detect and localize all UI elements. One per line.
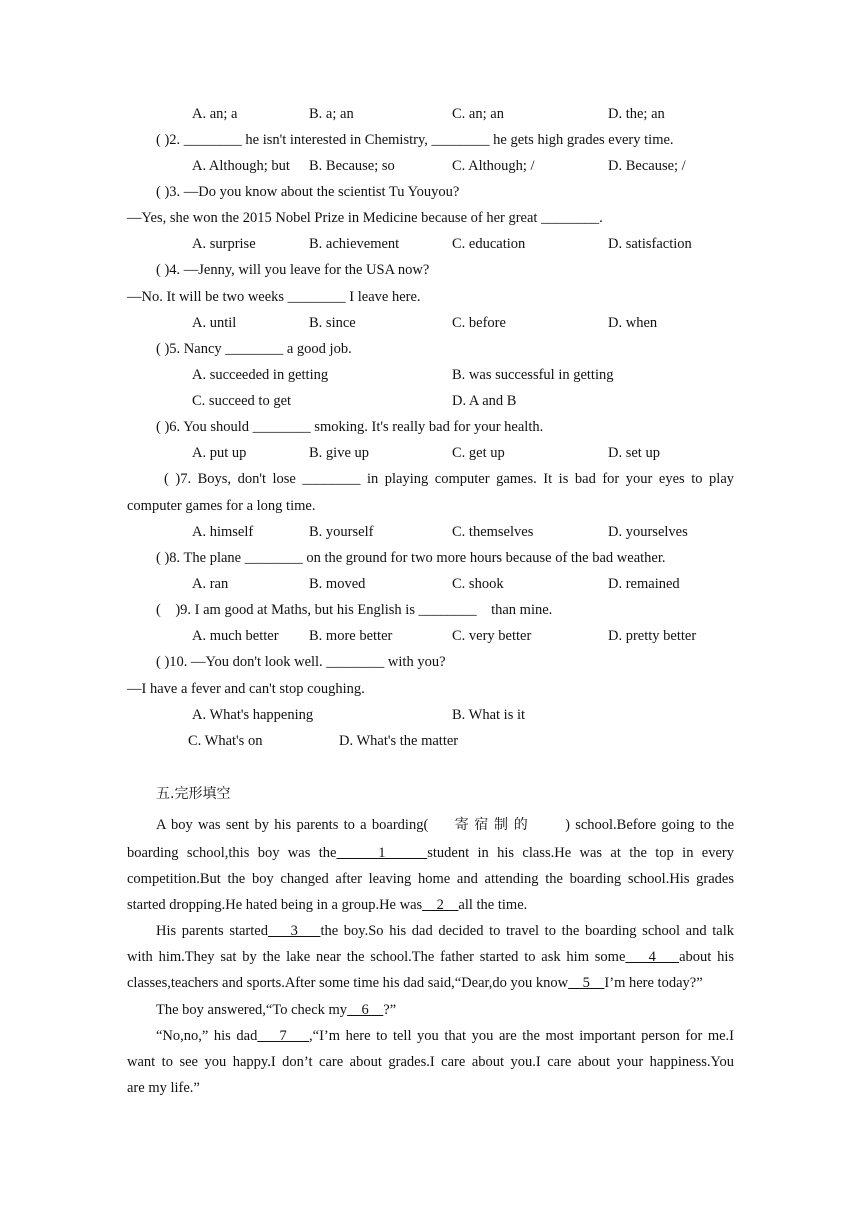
question-9: ( )9. I am good at Maths, but his English is ________ than mine. [156,602,553,618]
question-8: ( )8. The plane ________ on the ground for two more hours because of the bad weather. [156,550,666,566]
blank-2[interactable]: 2 [422,897,459,913]
q10-option-d: D. What's the matter [339,733,459,749]
q7-option-a: A. himself [192,524,254,540]
q5-option-c: C. succeed to get [192,393,292,409]
q6-option-d: D. set up [608,445,660,461]
cloze-text: all the time. [458,897,528,913]
question-10-reply: —I have a fever and can't stop coughing. [127,681,365,697]
blank-3[interactable]: 3 [267,923,321,939]
question-6: ( )6. You should ________ smoking. It's really bad for your health. [156,419,544,435]
q5-option-d: D. A and B [452,393,517,409]
question-2: ( )2. ________ he isn't interested in Chemistry, ________ he gets high grades every time. [156,132,674,148]
q7-option-c: C. themselves [452,524,534,540]
q9-option-d: D. pretty better [608,628,697,644]
q10-option-c: C. What's on [188,733,263,749]
cloze-text: ,“I’m here to tell you that you are the most important person for me.I [309,1028,735,1044]
cloze-line-1 [156,816,734,834]
q5-option-a: A. succeeded in getting [192,367,329,383]
q4-option-c: C. before [452,315,506,331]
question-7: ( )7. Boys, don't lose ________ in playing computer games. It is bad for your eyes to play [164,471,734,487]
q5-option-b: B. was successful in getting [452,367,614,383]
cloze-text: His parents started [156,923,268,939]
q10-option-b: B. What is it [452,707,526,723]
q2-option-b: B. Because; so [309,158,395,174]
cloze-text: student in his class.He was at the top in every [427,845,734,861]
q1-option-a: A. an; a [192,106,238,122]
cloze-text: ) school.Before going to the [565,817,735,833]
cloze-line-8 [156,1001,396,1019]
blank-6[interactable]: 6 [347,1002,384,1018]
cloze-line-10: want to see you happy.I don’t care about grades.I care about you.I care about your happiness.You [127,1054,734,1070]
q6-option-c: C. get up [452,445,505,461]
q8-option-a: A. ran [192,576,229,592]
q2-option-a: A. Although; but [192,158,290,174]
cloze-text: started dropping.He hated being in a group.He was [127,897,423,913]
q1-option-c: C. an; an [452,106,504,122]
q6-option-b: B. give up [309,445,370,461]
cloze-text: ?” [383,1002,397,1018]
cloze-line-11: are my life.” [127,1080,200,1096]
question-3: ( )3. —Do you know about the scientist Tu Youyou? [156,184,460,200]
cloze-text: boarding school,this boy was the [127,845,337,861]
cloze-text: I’m here today?” [604,975,703,991]
blank-5[interactable]: 5 [568,975,605,991]
q8-option-c: C. shook [452,576,504,592]
q1-option-b: B. a; an [309,106,354,122]
q3-option-a: A. surprise [192,236,256,252]
q4-option-d: D. when [608,315,658,331]
cloze-gloss-zh: 寄宿制的 [454,817,534,833]
cloze-line-6 [127,948,734,966]
q8-option-b: B. moved [309,576,366,592]
question-7-cont: computer games for a long time. [127,498,316,514]
cloze-text: classes,teachers and sports.After some time his dad said,“Dear,do you know [127,975,569,991]
cloze-line-5 [156,922,734,940]
q3-option-d: D. satisfaction [608,236,692,252]
cloze-line-3: competition.But the boy changed after leaving home and attending the boarding school.His grades [127,871,734,887]
question-10: ( )10. —You don't look well. ________ with you? [156,654,446,670]
question-3-reply: —Yes, she won the 2015 Nobel Prize in Medicine because of her great ________. [127,210,603,226]
question-4: ( )4. —Jenny, will you leave for the USA now? [156,262,430,278]
cloze-line-4 [127,896,527,914]
q3-option-b: B. achievement [309,236,400,252]
blank-7[interactable]: 7 [257,1028,310,1044]
q9-option-c: C. very better [452,628,532,644]
q2-option-d: D. Because; / [608,158,686,174]
q1-option-d: D. the; an [608,106,665,122]
q9-option-a: A. much better [192,628,279,644]
cloze-line-2 [127,844,734,862]
question-4-reply: —No. It will be two weeks ________ I leave here. [127,289,421,305]
q7-option-b: B. yourself [309,524,374,540]
section-heading-cloze: 五.完形填空 [156,786,231,802]
q3-option-c: C. education [452,236,526,252]
cloze-text: The boy answered,“To check my [156,1002,348,1018]
cloze-text: “No,no,” his dad [156,1028,258,1044]
cloze-line-7 [127,974,703,992]
q7-option-d: D. yourselves [608,524,688,540]
q9-option-b: B. more better [309,628,393,644]
cloze-line-9 [156,1027,734,1045]
blank-1[interactable]: 1 [336,845,428,861]
cloze-text: the boy.So his dad decided to travel to the boarding school and talk [320,923,735,939]
blank-4[interactable]: 4 [625,949,680,965]
q10-option-a: A. What's happening [192,707,314,723]
question-5: ( )5. Nancy ________ a good job. [156,341,352,357]
q6-option-a: A. put up [192,445,247,461]
q2-option-c: C. Although; / [452,158,535,174]
cloze-text: A boy was sent by his parents to a boarding( [156,817,429,833]
cloze-text: about his [679,949,735,965]
q4-option-a: A. until [192,315,237,331]
q4-option-b: B. since [309,315,356,331]
cloze-text: with him.They sat by the lake near the school.The father started to ask him some [127,949,626,965]
q8-option-d: D. remained [608,576,680,592]
